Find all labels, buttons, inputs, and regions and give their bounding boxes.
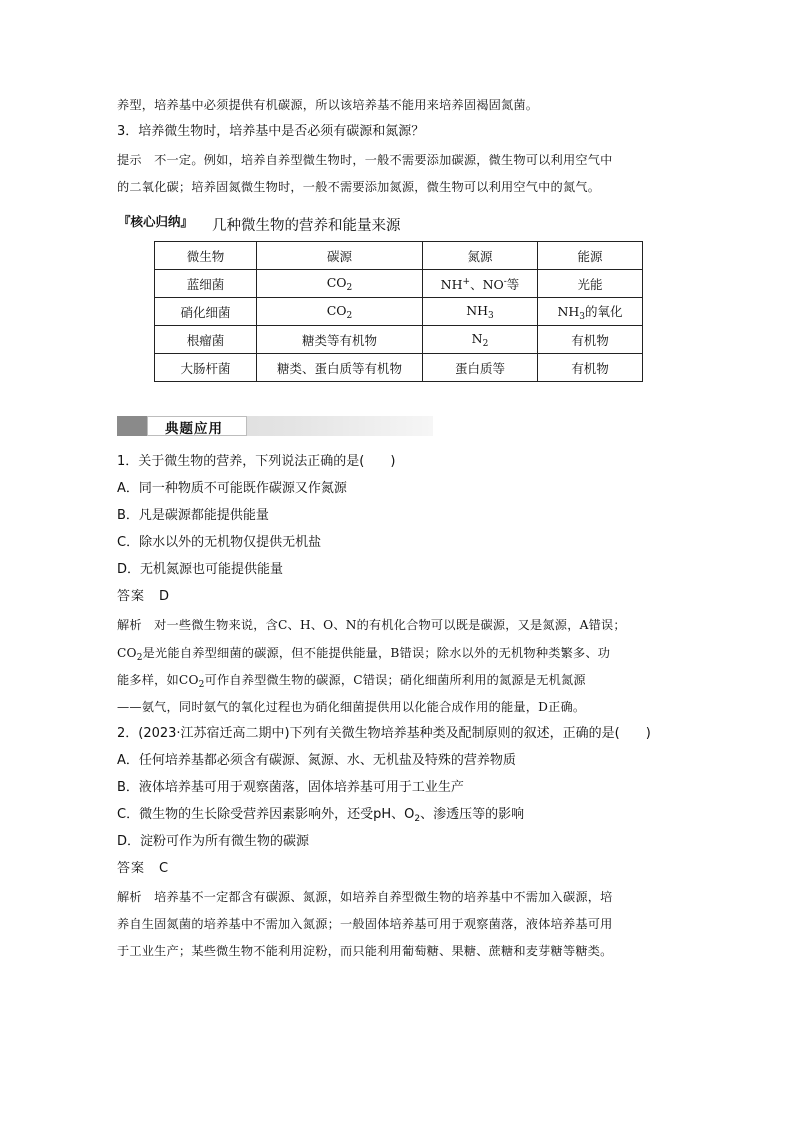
section-banner — [117, 416, 433, 436]
q2-explanation-1: 解析 培养基不一定都含有碳源、氮源，如培养自养型微生物的培养基中不需加入碳源，培 — [117, 890, 613, 904]
cell-nitrogen: NH+、NO-等 — [423, 270, 538, 298]
table-header-row — [155, 242, 643, 270]
q1-option-d: D．无机氮源也可能提供能量 — [117, 562, 284, 577]
q2-option-a: A．任何培养基都必须含有碳源、氮源、水、无机盐及特殊的营养物质 — [117, 753, 516, 768]
cell-carbon: $CO_2$ — [257, 298, 423, 326]
q1-answer: 答案 D — [117, 589, 171, 604]
header-carbon: 碳源 — [257, 242, 423, 270]
q1-option-b: B．凡是碳源都能提供能量 — [117, 508, 269, 523]
q1-stem: 1．关于微生物的营养，下列说法正确的是( ) — [117, 454, 396, 469]
q1-explanation-3: 能多样，如$CO_2$可作自养型微生物的碳源，C错误；硝化细菌所利用的氮源是无机氮源 — [117, 673, 586, 690]
question-3: 3．培养微生物时，培养基中是否必须有碳源和氮源？ — [117, 124, 425, 139]
cell-nitrogen: 蛋白质等 — [423, 354, 538, 382]
cell-nitrogen: $N_2$ — [423, 326, 538, 354]
q2-option-c: C．微生物的生长除受营养因素影响外，还受pH、$O_2$、渗透压等的影响 — [117, 807, 525, 824]
q2-option-d: D．淀粉可作为所有微生物的碳源 — [117, 834, 310, 849]
cell-carbon: 糖类、蛋白质等有机物 — [257, 354, 423, 382]
cell-nitrogen: $NH_3$ — [423, 298, 538, 326]
cell-microbe: 蓝细菌 — [155, 270, 257, 298]
hint-line-2: 的二氧化碳；培养固氮微生物时，一般不需要添加氮源，微生物可以利用空气中的氮气。 — [117, 180, 601, 194]
cell-microbe: 根瘤菌 — [155, 326, 257, 354]
cell-energy: 有机物 — [538, 326, 643, 354]
q2-explanation-2: 养自生固氮菌的培养基中不需加入氮源；一般固体培养基可用于观察菌落，液体培养基可用 — [117, 917, 613, 931]
q2-answer: 答案 C — [117, 861, 170, 876]
header-microbe: 微生物 — [155, 242, 257, 270]
q2-explanation-3: 于工业生产；某些微生物不能利用淀粉，而只能利用葡萄糖、果糖、蔗糖和麦芽糖等糖类。 — [117, 944, 613, 958]
cell-carbon: 糖类等有机物 — [257, 326, 423, 354]
cell-carbon: $CO_2$ — [257, 270, 423, 298]
q1-explanation-1: 解析 对一些微生物来说，含C、H、O、N的有机化合物可以既是碳源，又是氮源，A错误； — [117, 618, 626, 632]
q1-option-c: C．除水以外的无机物仅提供无机盐 — [117, 535, 322, 550]
banner-accent — [117, 416, 147, 436]
header-nitrogen: 氮源 — [423, 242, 538, 270]
table-row — [155, 298, 643, 326]
hint-line-1: 提示 不一定。例如，培养自养型微生物时，一般不需要添加碳源，微生物可以利用空气中 — [117, 153, 613, 167]
q2-stem: 2．(2023·江苏宿迁高二期中)下列有关微生物培养基种类及配制原则的叙述，正确的是( ) — [117, 726, 651, 741]
section-title: 典题应用 — [165, 421, 223, 437]
cell-energy: 有机物 — [538, 354, 643, 382]
q1-explanation-2: $CO_2$是光能自养型细菌的碳源，但不能提供能量，B错误；除水以外的无机物种类繁多、功 — [117, 646, 611, 663]
core-summary-tag: 『核心归纳』 — [118, 214, 194, 229]
table-row — [155, 326, 643, 354]
nutrition-table — [154, 241, 643, 382]
intro-line-1: 养型，培养基中必须提供有机碳源，所以该培养基不能用来培养固褐固氮菌。 — [117, 98, 539, 112]
table-title: 几种微生物的营养和能量来源 — [212, 218, 401, 234]
cell-energy: $NH_3$的氧化 — [538, 298, 643, 326]
cell-microbe: 硝化细菌 — [155, 298, 257, 326]
table-row — [155, 270, 643, 298]
table-row — [155, 354, 643, 382]
header-energy: 能源 — [538, 242, 643, 270]
q1-option-a: A．同一种物质不可能既作碳源又作氮源 — [117, 481, 347, 496]
q2-option-b: B．液体培养基可用于观察菌落，固体培养基可用于工业生产 — [117, 780, 464, 795]
cell-microbe: 大肠杆菌 — [155, 354, 257, 382]
cell-energy: 光能 — [538, 270, 643, 298]
q1-explanation-4: ——氨气，同时氨气的氧化过程也为硝化细菌提供用以化能合成作用的能量，D正确。 — [117, 700, 586, 714]
